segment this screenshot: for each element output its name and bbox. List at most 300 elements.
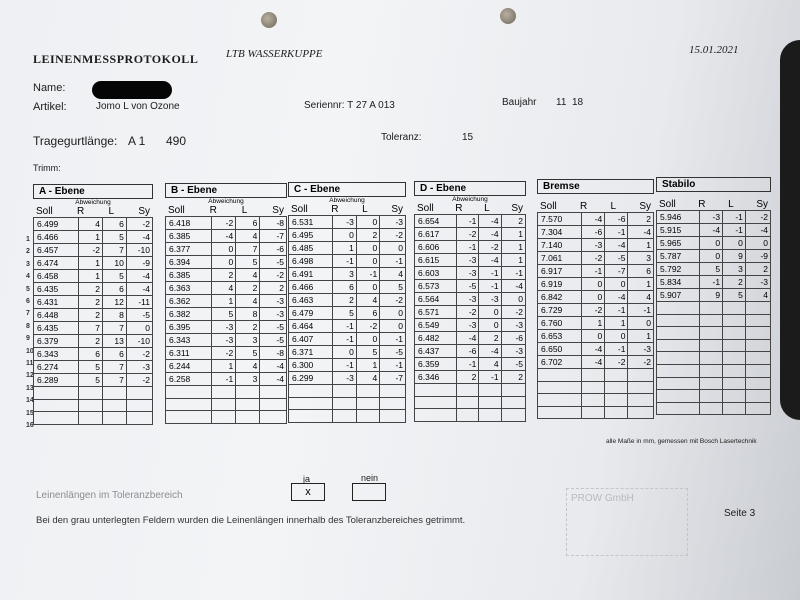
document-subtitle: LTB WASSERKUPPE (226, 48, 323, 60)
abweichung-label: Abweichung (75, 199, 111, 206)
soll-cell: 6.498 (289, 255, 333, 268)
soll-cell: 6.482 (415, 332, 457, 345)
r-cell: 1 (582, 317, 605, 330)
table-row (415, 319, 526, 332)
column-headers (288, 204, 406, 215)
soll-cell (289, 410, 333, 423)
soll-cell (657, 402, 700, 415)
r-cell: -3 (333, 372, 356, 385)
soll-cell: 6.495 (289, 229, 333, 242)
punch-hole (500, 8, 516, 24)
sy-cell (380, 410, 406, 423)
sy-cell: -4 (126, 283, 152, 296)
column-header-r: R (455, 203, 463, 214)
table-row (289, 242, 406, 255)
sy-cell: 0 (126, 322, 152, 335)
column-header-r: R (698, 199, 706, 210)
table-row (657, 402, 771, 415)
sy-cell: -1 (380, 359, 406, 372)
table-row (289, 294, 406, 307)
r-cell: -6 (457, 345, 479, 358)
l-cell (605, 406, 628, 419)
sy-cell: -3 (628, 343, 654, 356)
sy-cell: -5 (126, 309, 152, 322)
table-row (657, 364, 771, 377)
soll-cell: 6.463 (289, 294, 333, 307)
l-cell: 2 (236, 282, 260, 295)
l-cell: -1 (605, 343, 628, 356)
row-number: 1 (26, 236, 30, 243)
sy-cell: 4 (628, 291, 654, 304)
soll-cell: 5.787 (657, 250, 700, 263)
r-cell: -3 (457, 319, 479, 332)
sy-cell: -9 (745, 250, 770, 263)
l-cell: 4 (236, 230, 260, 243)
table-row (34, 309, 153, 322)
sy-cell (628, 406, 654, 419)
table-row (657, 314, 771, 327)
l-cell (605, 369, 628, 382)
table-row (289, 320, 406, 333)
sy-cell: -4 (628, 226, 654, 239)
r-cell (700, 314, 723, 327)
sy-cell: 1 (501, 241, 525, 254)
soll-cell (657, 302, 700, 315)
l-cell: 0 (723, 237, 746, 250)
row-number: 16 (26, 422, 34, 429)
l-cell: 5 (356, 346, 379, 359)
soll-cell: 5.792 (657, 263, 700, 276)
sy-cell: -2 (126, 374, 152, 387)
l-cell: 5 (236, 347, 260, 360)
soll-cell: 6.394 (166, 256, 212, 269)
soll-cell: 5.834 (657, 276, 700, 289)
soll-cell: 6.653 (538, 330, 582, 343)
l-cell: 2 (356, 229, 379, 242)
r-cell: -3 (457, 267, 479, 280)
soll-cell (415, 384, 457, 397)
sy-cell (745, 364, 770, 377)
soll-cell: 6.343 (34, 348, 79, 361)
r-cell: 5 (211, 308, 235, 321)
soll-cell: 6.363 (166, 282, 212, 295)
row-number: 15 (26, 409, 34, 417)
company-stamp (566, 488, 688, 556)
soll-cell: 6.448 (34, 309, 79, 322)
table-row (657, 289, 771, 302)
table-row (415, 306, 526, 319)
row-number: 6 (26, 298, 30, 305)
l-cell: -5 (605, 252, 628, 265)
soll-cell: 7.304 (538, 226, 582, 239)
sy-cell (380, 397, 406, 410)
soll-cell: 6.418 (166, 217, 212, 230)
sy-cell: -7 (260, 230, 287, 243)
soll-cell: 6.479 (289, 307, 333, 320)
l-cell: -3 (479, 293, 501, 306)
sy-cell: -6 (260, 243, 287, 256)
column-header-l: L (728, 199, 734, 210)
sy-cell (745, 390, 770, 403)
soll-cell: 6.311 (166, 347, 212, 360)
soll-cell: 6.435 (34, 322, 79, 335)
row-number: 5 (26, 285, 30, 293)
l-cell (236, 398, 260, 411)
soll-cell: 6.382 (166, 308, 212, 321)
sy-cell: -4 (745, 224, 770, 237)
sy-cell (745, 327, 770, 340)
table-row (538, 252, 654, 265)
l-cell: 8 (236, 308, 260, 321)
page-number: Seite 3 (724, 508, 756, 519)
table-row (657, 352, 771, 365)
r-cell: -1 (333, 255, 356, 268)
table-row (538, 330, 654, 343)
table-row (657, 250, 771, 263)
l-cell (723, 327, 746, 340)
table-row (289, 229, 406, 242)
table-row (538, 356, 654, 369)
soll-cell (34, 387, 79, 400)
soll-cell: 6.485 (289, 242, 333, 255)
soll-cell: 6.299 (289, 372, 333, 385)
table-row (415, 409, 526, 422)
table-title: Stabilo (656, 177, 771, 192)
column-header-l: L (484, 203, 490, 214)
soll-cell (657, 377, 700, 390)
column-header-soll: Soll (291, 204, 308, 215)
table-row (34, 270, 153, 283)
r-cell: 2 (79, 309, 103, 322)
r-cell: 6 (79, 348, 103, 361)
soll-cell: 6.377 (166, 243, 212, 256)
column-header-r: R (579, 201, 588, 212)
l-cell: -4 (479, 345, 501, 358)
r-cell: -2 (211, 347, 235, 360)
soll-cell: 6.617 (415, 228, 457, 241)
background-edge (780, 40, 800, 420)
table-row (657, 237, 771, 250)
table-row (34, 296, 153, 309)
sy-cell: -2 (126, 218, 152, 231)
l-cell: -2 (356, 320, 379, 333)
table-row (538, 213, 654, 226)
r-cell: 0 (582, 330, 605, 343)
table-row (34, 348, 153, 361)
seriennr: Seriennr: T 27 A 013 (304, 100, 395, 111)
l-cell (605, 394, 628, 407)
l-cell: 3 (236, 373, 260, 386)
soll-cell: 6.289 (34, 374, 79, 387)
sy-cell: -3 (501, 319, 525, 332)
table-row (538, 291, 654, 304)
ja-label: ja (303, 474, 311, 484)
sy-cell: -4 (260, 360, 287, 373)
table-row (166, 295, 287, 308)
l-cell: 1 (356, 359, 379, 372)
table-row (538, 226, 654, 239)
r-cell: 1 (211, 295, 235, 308)
l-cell: 1 (605, 317, 628, 330)
soll-cell: 6.274 (34, 361, 79, 374)
table-row (415, 241, 526, 254)
sy-cell: -4 (260, 373, 287, 386)
soll-cell (34, 412, 79, 425)
sy-cell: 3 (628, 252, 654, 265)
toleranz-label: Toleranz: (381, 132, 422, 143)
r-cell: -1 (457, 215, 479, 228)
l-cell: 0 (479, 319, 501, 332)
sy-cell: -3 (260, 308, 287, 321)
soll-cell (657, 327, 700, 340)
l-cell: 4 (356, 372, 379, 385)
r-cell (582, 369, 605, 382)
r-cell (700, 327, 723, 340)
table-row (415, 384, 526, 397)
column-header-sy: Sy (511, 203, 523, 214)
sy-cell (628, 394, 654, 407)
soll-cell (289, 397, 333, 410)
soll-cell (657, 390, 700, 403)
sy-cell: -5 (380, 346, 406, 359)
l-cell: 2 (723, 276, 746, 289)
sy-cell: -1 (380, 255, 406, 268)
table-row (657, 327, 771, 340)
table-row (34, 335, 153, 348)
r-cell (700, 390, 723, 403)
table-title: D - Ebene (414, 181, 526, 196)
column-header-sy: Sy (639, 201, 651, 212)
l-cell: 0 (356, 255, 379, 268)
l-cell: 8 (103, 309, 127, 322)
table-title: Bremse (537, 179, 654, 194)
sy-cell (501, 409, 525, 422)
sy-cell (745, 314, 770, 327)
r-cell: 2 (333, 294, 356, 307)
sy-cell (745, 339, 770, 352)
column-headers (656, 199, 771, 210)
soll-cell: 6.343 (166, 334, 212, 347)
toleranz-value: 15 (462, 132, 474, 143)
sy-cell: 0 (501, 293, 525, 306)
soll-cell: 6.603 (415, 267, 457, 280)
soll-cell: 6.359 (415, 358, 457, 371)
soll-cell: 6.346 (415, 371, 457, 384)
l-cell: 0 (356, 281, 379, 294)
sy-cell (126, 412, 152, 425)
r-cell: 1 (211, 360, 235, 373)
sy-cell (501, 384, 525, 397)
r-cell: -4 (582, 356, 605, 369)
r-cell (457, 396, 479, 409)
table-row (415, 228, 526, 241)
table-row (538, 343, 654, 356)
soll-cell (415, 409, 457, 422)
column-header-soll: Soll (659, 199, 676, 210)
l-cell: 7 (236, 243, 260, 256)
abweichung-label: Abweichung (452, 196, 488, 203)
soll-cell: 6.458 (34, 270, 79, 283)
l-cell: 7 (103, 322, 127, 335)
r-cell: -4 (211, 230, 235, 243)
sy-cell: -3 (745, 276, 770, 289)
sy-cell: 2 (501, 215, 525, 228)
sy-cell: -2 (260, 269, 287, 282)
soll-cell: 6.300 (289, 359, 333, 372)
table-row (34, 231, 153, 244)
sy-cell (126, 399, 152, 412)
table-row (415, 358, 526, 371)
table-title: B - Ebene (165, 183, 287, 198)
table-d-ebene (414, 181, 526, 422)
table-row (538, 304, 654, 317)
r-cell (333, 410, 356, 423)
soll-cell: 5.946 (657, 211, 700, 224)
column-headers (165, 205, 287, 216)
r-cell: -1 (333, 359, 356, 372)
r-cell: 2 (79, 283, 103, 296)
name-label: Name: (33, 82, 66, 94)
tragegurt-value: 490 (166, 134, 187, 148)
sy-cell: -3 (126, 361, 152, 374)
r-cell: 2 (79, 296, 103, 309)
l-cell (356, 410, 379, 423)
ja-checkbox[interactable]: x (291, 483, 325, 501)
r-cell: 1 (79, 257, 103, 270)
soll-cell: 6.917 (538, 265, 582, 278)
l-cell: -1 (479, 267, 501, 280)
table-row (657, 211, 771, 224)
soll-cell (166, 398, 212, 411)
r-cell: -4 (457, 332, 479, 345)
row-number: 3 (26, 260, 30, 268)
table-row (415, 332, 526, 345)
r-cell (211, 386, 235, 399)
table-row (289, 307, 406, 320)
table-row (166, 360, 287, 373)
table-row (289, 372, 406, 385)
l-cell (723, 364, 746, 377)
r-cell: 0 (333, 346, 356, 359)
table-row (166, 282, 287, 295)
l-cell (479, 396, 501, 409)
table-row (657, 224, 771, 237)
table-row (166, 398, 287, 411)
row-number: 7 (26, 310, 30, 318)
column-headers (414, 203, 526, 214)
table-row (166, 269, 287, 282)
sy-cell: -7 (380, 372, 406, 385)
soll-cell: 6.244 (166, 360, 212, 373)
soll-cell: 7.061 (538, 252, 582, 265)
l-cell: -4 (605, 239, 628, 252)
r-cell: 2 (79, 335, 103, 348)
sy-cell: -1 (628, 304, 654, 317)
sy-cell: -10 (126, 335, 152, 348)
sy-cell (260, 398, 287, 411)
measurement-note: alle Maße in mm, gemessen mit Bosch Lasertechnik (606, 438, 757, 445)
l-cell (723, 314, 746, 327)
nein-checkbox[interactable] (352, 483, 386, 501)
table-row (538, 239, 654, 252)
r-cell: -2 (211, 217, 235, 230)
row-number: 2 (26, 248, 30, 256)
r-cell: 0 (582, 291, 605, 304)
r-cell: 0 (211, 243, 235, 256)
table-row (166, 334, 287, 347)
l-cell: -1 (723, 224, 746, 237)
table-row (166, 347, 287, 360)
r-cell: 0 (211, 256, 235, 269)
sy-cell: -5 (260, 334, 287, 347)
table-row (538, 317, 654, 330)
column-header-l: L (610, 201, 617, 212)
sy-cell (260, 386, 287, 399)
table-row (289, 385, 406, 398)
soll-cell: 6.362 (166, 295, 212, 308)
table-row (34, 374, 153, 387)
column-header-soll: Soll (540, 201, 557, 212)
l-cell (723, 402, 746, 415)
column-header-sy: Sy (756, 199, 768, 210)
l-cell: -4 (479, 254, 501, 267)
l-cell: -1 (605, 226, 628, 239)
r-cell: -1 (700, 276, 723, 289)
row-number: 4 (26, 273, 30, 281)
l-cell: 0 (356, 333, 379, 346)
r-cell: 0 (582, 278, 605, 291)
r-cell: -3 (457, 293, 479, 306)
table-row (538, 406, 654, 419)
sy-cell: 1 (628, 330, 654, 343)
soll-cell: 6.564 (415, 293, 457, 306)
soll-cell: 6.491 (289, 268, 333, 281)
soll-cell: 6.464 (289, 320, 333, 333)
sy-cell: 4 (380, 268, 406, 281)
document-title: LEINENMESSPROTOKOLL (33, 52, 199, 66)
soll-cell: 6.371 (289, 346, 333, 359)
l-cell: -1 (723, 211, 746, 224)
abweichung-label: Abweichung (329, 197, 365, 204)
table-title: C - Ebene (288, 182, 406, 197)
r-cell (700, 364, 723, 377)
soll-cell (166, 411, 212, 424)
table-bremse (537, 179, 654, 419)
sy-cell: 2 (745, 263, 770, 276)
l-cell (723, 377, 746, 390)
sy-cell: -5 (260, 256, 287, 269)
table-row (34, 244, 153, 257)
l-cell: 0 (605, 330, 628, 343)
sy-cell: -4 (126, 270, 152, 283)
table-row (538, 394, 654, 407)
row-number: 12 (26, 372, 34, 380)
soll-cell: 5.965 (657, 237, 700, 250)
r-cell (582, 406, 605, 419)
stamp-text: PROW GmbH (571, 493, 634, 504)
soll-cell: 6.466 (34, 231, 79, 244)
soll-cell: 6.571 (415, 306, 457, 319)
l-cell: 4 (236, 295, 260, 308)
sy-cell: 0 (380, 242, 406, 255)
table-row (166, 411, 287, 424)
r-cell: 4 (211, 282, 235, 295)
table-row (657, 339, 771, 352)
r-cell: -4 (582, 343, 605, 356)
soll-cell: 6.654 (415, 215, 457, 228)
r-cell (700, 402, 723, 415)
l-cell: 7 (103, 361, 127, 374)
